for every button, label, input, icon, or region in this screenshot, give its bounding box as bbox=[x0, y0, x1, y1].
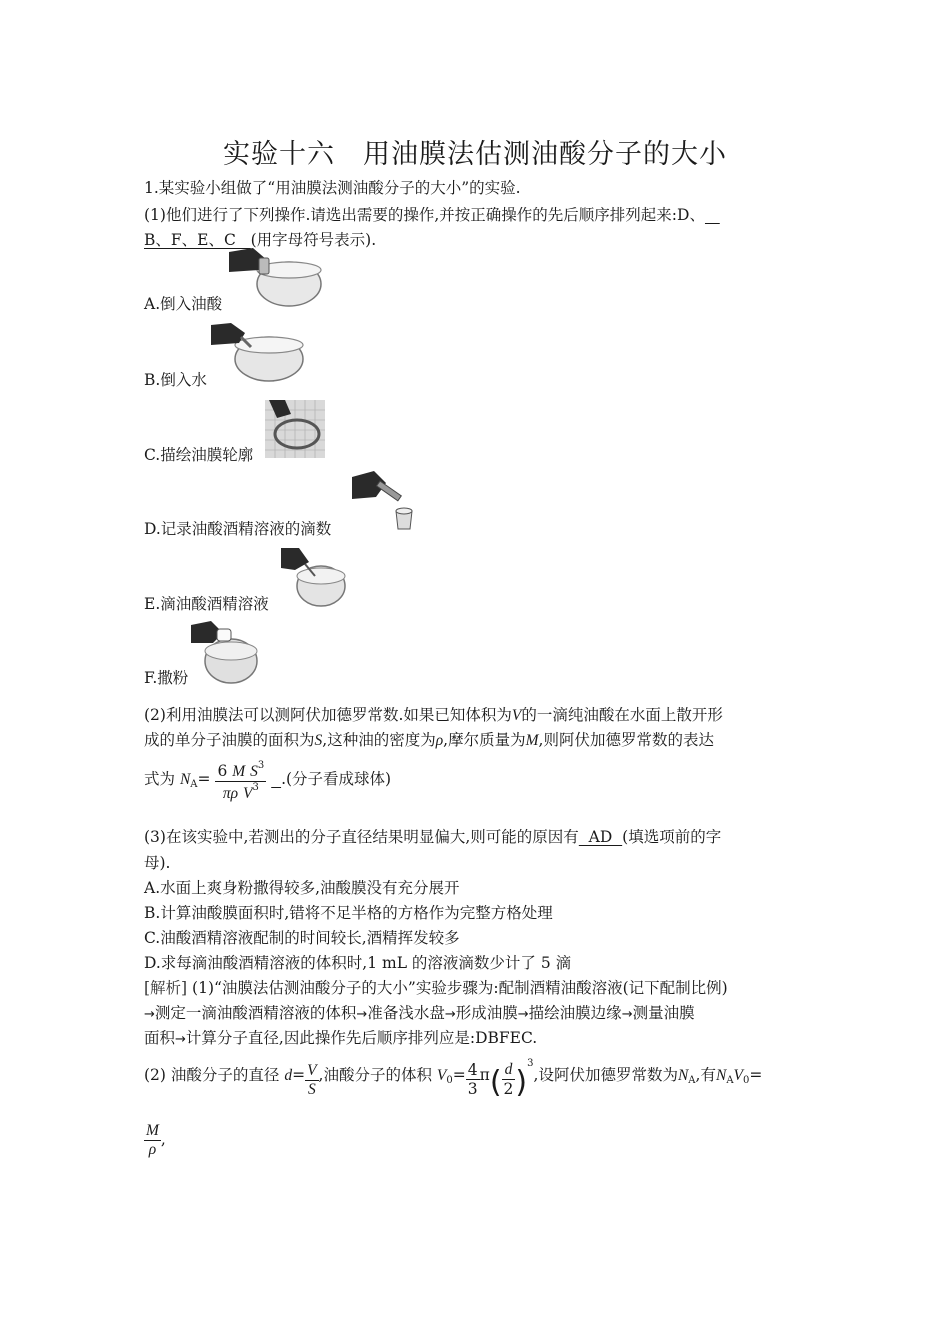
part2-formula-line: 式为 $N_A=$ $\frac{6 M S^3}{\pi\rho V^3}$ .(分子看成球体) bbox=[144, 760, 392, 802]
option-d-label: D.记录油酸酒精溶液的滴数 bbox=[144, 520, 332, 538]
na-answer-fraction: $\frac{6 M S^3}{\pi\rho V^3}$ bbox=[217, 760, 265, 802]
pour-oil-photo bbox=[229, 248, 324, 310]
option-a-label: A.倒入油酸 bbox=[144, 295, 223, 313]
part3-answer: AD bbox=[578, 828, 623, 846]
option-c-label: C.描绘油膜轮廓 bbox=[144, 446, 254, 464]
option-b-label: B.倒入水 bbox=[144, 371, 207, 389]
question-intro: 1.某实验小组做了“用油膜法测油酸分子的大小”的实验. bbox=[144, 179, 521, 197]
sprinkle-powder-photo bbox=[191, 621, 259, 685]
part3-line2: 母). bbox=[144, 854, 171, 872]
pour-water-photo bbox=[211, 323, 306, 385]
half-d-fraction: $\frac{d}{2}$ bbox=[503, 1061, 514, 1098]
part3-option-a: A.水面上爽身粉撒得较多,油酸膜没有充分展开 bbox=[144, 879, 460, 897]
trace-outline-photo bbox=[265, 400, 325, 458]
analysis-line1: [解析] (1)“油膜法估测油酸分子的大小”实验步骤为:配制酒精油酸溶液(记下配制比例) bbox=[144, 979, 728, 997]
analysis-p2: (2) 油酸分子的直径 d= $\frac{V}{S}$ ,油酸分子的体积 $V_0=$ $\frac{4}{3}$ π( $\frac{d}{2}$ )$^3$,设阿伏加德罗常数为$N_A$,有$N_AV_0=$ bbox=[144, 1058, 763, 1100]
part2-line1: (2)利用油膜法可以测阿伏加德罗常数.如果已知体积为V的一滴纯油酸在水面上散开形 bbox=[144, 706, 723, 724]
answer-blank bbox=[705, 206, 720, 224]
part1-answer: B、F、E、C bbox=[144, 231, 251, 249]
four-thirds-fraction: $\frac{4}{3}$ bbox=[467, 1061, 478, 1098]
diameter-fraction: $\frac{V}{S}$ bbox=[307, 1062, 317, 1098]
analysis-line3: 面积→计算分子直径,因此操作先后顺序排列应是:DBFEC. bbox=[144, 1029, 538, 1047]
part3-option-d: D.求每滴油酸酒精溶液的体积时,1 mL 的溶液滴数少计了 5 滴 bbox=[144, 954, 572, 972]
option-e-label: E.滴油酸酒精溶液 bbox=[144, 595, 269, 613]
option-f-label: F.撒粉 bbox=[144, 669, 189, 687]
analysis-line2: →测定一滴油酸酒精溶液的体积→准备浅水盘→形成油膜→描绘油膜边缘→测量油膜 bbox=[144, 1004, 695, 1022]
analysis-p3: $\frac{M}{\rho}$ , bbox=[146, 1122, 166, 1158]
part1-line1: (1)他们进行了下列操作.请选出需要的操作,并按正确操作的先后顺序排列起来:D、 bbox=[144, 203, 720, 225]
part1-line2: B、F、E、C (用字母符号表示). bbox=[144, 231, 377, 249]
drip-solution-photo bbox=[281, 548, 347, 610]
part3-option-c: C.油酸酒精溶液配制的时间较长,酒精挥发较多 bbox=[144, 929, 460, 947]
part3-option-b: B.计算油酸膜面积时,错将不足半格的方格作为完整方格处理 bbox=[144, 904, 553, 922]
count-drops-photo bbox=[352, 471, 416, 533]
page-title: 实验十六 用油膜法估测油酸分子的大小 bbox=[223, 139, 727, 170]
part2-line2: 成的单分子油膜的面积为S,这种油的密度为ρ,摩尔质量为M,则阿伏加德罗常数的表达 bbox=[144, 731, 714, 749]
part3-line1: (3)在该实验中,若测出的分子直径结果明显偏大,则可能的原因有 AD (填选项前的字 bbox=[144, 828, 722, 846]
m-over-rho-fraction: $\frac{M}{\rho}$ bbox=[146, 1122, 159, 1158]
